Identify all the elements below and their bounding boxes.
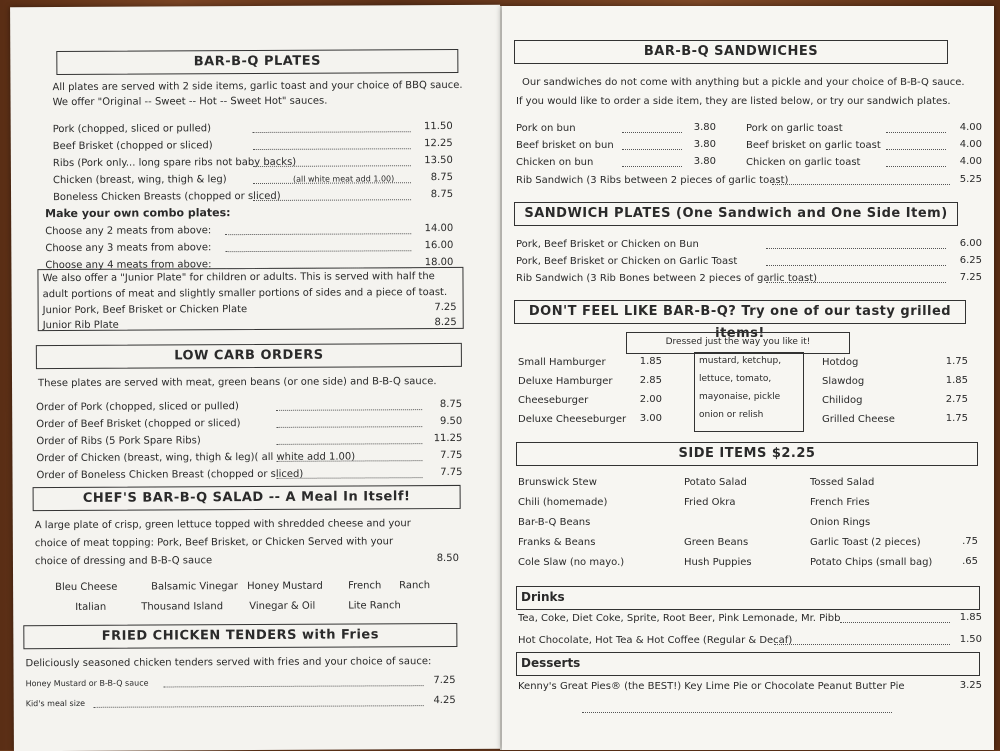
menu-item-name: Order of Chicken (breast, wing, thigh & leg)( all white add 1.00) (36, 451, 356, 465)
dressing-option: Italian (75, 601, 107, 613)
desserts-blank-line (582, 712, 892, 713)
menu-item-price: 13.50 (424, 154, 453, 167)
menu-item-price: 7.75 (440, 466, 463, 479)
side-price: .65 (962, 556, 978, 567)
side-price: .75 (962, 536, 978, 547)
dressing-option: Lite Ranch (348, 600, 401, 612)
dressing-option: Honey Mustard (247, 580, 323, 593)
menu-item-price: 7.25 (959, 272, 982, 283)
menu-item-price: 16.00 (424, 239, 454, 252)
dressing-option: French (348, 580, 382, 592)
junior-plate-item-1: Junior Pork, Beef Brisket or Chicken Plate (42, 304, 248, 317)
sandwich-item: Beef brisket on garlic toast (746, 140, 881, 151)
grilled-item: Deluxe Hamburger (518, 376, 613, 387)
junior-plate-price-1: 7.25 (434, 301, 457, 314)
sandwich-leader (886, 149, 946, 150)
junior-plate-text-1: We also offer a "Junior Plate" for children or adults. This is served with half the (42, 271, 435, 285)
sandwich-price: 4.00 (959, 139, 982, 150)
menu-left-page (10, 5, 504, 751)
menu-item-price: 6.25 (959, 255, 982, 266)
grilled-item: Deluxe Cheeseburger (518, 414, 627, 425)
menu-item-note: (all white meat add 1.00) (292, 174, 395, 184)
menu-item-name: Order of Pork (chopped, sliced or pulled) (36, 401, 239, 414)
menu-item-name: Beef Brisket (chopped or sliced) (52, 140, 213, 153)
sandwich-leader (622, 149, 682, 150)
chef-salad-header: CHEF'S BAR-B-Q SALAD -- A Meal In Itself! (33, 485, 461, 511)
bbq-plates-intro-2: We offer "Original -- Sweet -- Hot -- Sweet Hot" sauces. (52, 95, 328, 109)
menu-item-name: Ribs (Pork only... long spare ribs not baby backs) (52, 156, 297, 170)
sandwich-price: 4.00 (959, 156, 982, 167)
tenders-price-1: 7.25 (433, 674, 456, 687)
drinks-item-1: Tea, Coke, Diet Coke, Sprite, Root Beer, Pink Lemonade, Mr. Pibb (518, 613, 841, 624)
side-item: French Fries (810, 497, 870, 508)
menu-item-price: 11.25 (433, 432, 463, 445)
side-item: Cole Slaw (no mayo.) (518, 557, 625, 568)
side-item: Fried Okra (684, 497, 736, 508)
combo-plates-heading: Make your own combo plates: (45, 206, 231, 221)
menu-item-price: 14.00 (424, 222, 454, 235)
grilled-price: 1.85 (945, 375, 968, 386)
tenders-item-2: Kid's meal size (25, 698, 86, 709)
drinks-header-box (516, 586, 980, 610)
chef-salad-price: 8.50 (436, 552, 459, 565)
drinks-price-2: 1.50 (959, 634, 982, 645)
menu-right-page (502, 6, 994, 750)
drinks-header: Drinks (521, 590, 565, 604)
grilled-price: 2.85 (639, 375, 662, 386)
menu-item-name: Choose any 4 meats from above: (45, 259, 212, 272)
junior-plate-box (37, 267, 463, 331)
sandwiches-intro-1: Our sandwiches do not come with anything but a pickle and your choice of B-B-Q sauce. (522, 77, 965, 88)
side-item: Potato Chips (small bag) (810, 557, 933, 568)
menu-item-price: 6.00 (959, 238, 982, 249)
side-item: Garlic Toast (2 pieces) (810, 537, 921, 548)
menu-item-leader (253, 165, 411, 167)
menu-item-price: 12.25 (424, 137, 453, 150)
dressing-option: Bleu Cheese (55, 581, 118, 594)
grilled-item: Slawdog (822, 376, 865, 387)
menu-item-leader (277, 477, 423, 479)
desserts-header-box (516, 652, 980, 676)
menu-item-leader (253, 148, 411, 150)
menu-item-price: 8.75 (430, 188, 454, 201)
side-item: Tossed Salad (810, 477, 875, 488)
grilled-price: 3.00 (639, 413, 662, 424)
grilled-item: Cheeseburger (518, 395, 589, 406)
toppings-box (694, 352, 804, 432)
sandwich-leader (622, 166, 682, 167)
sandwich-item: Beef brisket on bun (516, 140, 614, 151)
topping-option: onion or relish (699, 410, 764, 420)
grilled-items-header: DON'T FEEL LIKE BAR-B-Q? Try one of our tasty grilled items! (514, 300, 966, 324)
bbq-plates-intro-1: All plates are served with 2 side items, garlic toast and your choice of BBQ sauce. (52, 79, 463, 94)
menu-item-name: Pork (chopped, sliced or pulled) (52, 123, 212, 136)
dressing-option: Balsamic Vinegar (151, 581, 238, 593)
menu-item-leader (276, 409, 422, 411)
bbq-sandwiches-header: BAR-B-Q SANDWICHES (514, 40, 948, 64)
bbq-plates-header: BAR-B-Q PLATES (56, 49, 458, 75)
menu-item-name: Pork, Beef Brisket or Chicken on Bun (516, 239, 699, 250)
menu-item-name: Boneless Chicken Breasts (chopped or sliced) (53, 190, 281, 204)
menu-item-leader (253, 131, 411, 133)
drinks-item-2: Hot Chocolate, Hot Tea & Hot Coffee (Regular & Decaf) (518, 635, 793, 646)
sandwich-leader (886, 132, 946, 133)
chicken-tenders-intro: Deliciously seasoned chicken tenders served with fries and your choice of sauce: (25, 656, 432, 670)
side-items-header: SIDE ITEMS $2.25 (516, 442, 978, 466)
menu-item-price: 18.00 (424, 256, 454, 269)
rib-sandwich-item: Rib Sandwich (3 Ribs between 2 pieces of garlic toast) (516, 175, 789, 186)
chef-salad-text-2: choice of meat topping: Pork, Beef Brisket, or Chicken Served with your (34, 536, 394, 550)
side-item: Hush Puppies (684, 557, 752, 568)
grilled-price: 1.85 (639, 356, 662, 367)
sandwich-price: 4.00 (959, 122, 982, 133)
menu-item-name: Pork, Beef Brisket or Chicken on Garlic Toast (516, 256, 738, 267)
menu-item-leader (225, 250, 411, 252)
topping-option: mustard, ketchup, (699, 356, 782, 366)
rib-sandwich-leader (772, 184, 950, 185)
menu-item-leader (276, 443, 422, 445)
side-item: Brunswick Stew (518, 477, 597, 488)
tenders-leader-2 (94, 705, 424, 708)
menu-item-leader (766, 265, 946, 266)
menu-item-price: 7.75 (440, 449, 463, 462)
side-item: Franks & Beans (518, 537, 596, 548)
menu-item-name: Order of Boneless Chicken Breast (chopped or sliced) (36, 468, 304, 482)
menu-item-leader (276, 426, 422, 428)
chicken-tenders-header: FRIED CHICKEN TENDERS with Fries (23, 623, 457, 649)
side-item: Green Beans (684, 537, 749, 548)
low-carb-header: LOW CARB ORDERS (36, 343, 462, 369)
side-item: Chili (homemade) (518, 497, 608, 508)
desserts-header: Desserts (521, 656, 581, 670)
sandwich-item: Pork on bun (516, 123, 576, 134)
junior-plate-price-2: 8.25 (434, 316, 457, 329)
sandwich-item: Chicken on garlic toast (746, 157, 861, 168)
sandwiches-intro-2: If you would like to order a side item, they are listed below, or try our sandwich plates. (516, 96, 951, 107)
grilled-item: Hotdog (822, 357, 859, 368)
sandwich-leader (622, 132, 682, 133)
side-item: Bar-B-Q Beans (518, 517, 591, 528)
menu-item-leader (225, 233, 411, 235)
dressing-option: Thousand Island (141, 601, 224, 613)
sandwich-item: Chicken on bun (516, 157, 594, 168)
desserts-item: Kenny's Great Pies® (the BEST!) Key Lime Pie or Chocolate Peanut Butter Pie (518, 681, 905, 692)
grilled-item: Grilled Cheese (822, 414, 895, 425)
junior-plate-text-2: adult portions of meat and slightly smaller portions of sides and a piece of toast. (42, 287, 448, 301)
sandwich-price: 3.80 (693, 139, 716, 150)
menu-item-name: Choose any 2 meats from above: (45, 225, 212, 238)
desserts-price: 3.25 (959, 680, 982, 691)
grilled-item: Small Hamburger (518, 357, 606, 368)
grilled-price: 1.75 (945, 356, 968, 367)
menu-item-name: Order of Ribs (5 Pork Spare Ribs) (36, 435, 201, 448)
menu-item-leader (766, 282, 946, 283)
side-item: Potato Salad (684, 477, 747, 488)
tenders-leader-1 (164, 685, 424, 687)
grilled-price: 2.75 (945, 394, 968, 405)
menu-item-name: Chicken (breast, wing, thigh & leg) (52, 174, 227, 187)
menu-item-name: Rib Sandwich (3 Rib Bones between 2 pieces of garlic toast) (516, 273, 818, 284)
grilled-price: 2.00 (639, 394, 662, 405)
chef-salad-text-1: A large plate of crisp, green lettuce topped with shredded cheese and your (34, 518, 411, 532)
low-carb-intro: These plates are served with meat, green beans (or one side) and B-B-Q sauce. (37, 376, 437, 390)
sandwich-plates-header: SANDWICH PLATES (One Sandwich and One Side Item) (514, 202, 958, 226)
topping-option: mayonaise, pickle (699, 392, 781, 402)
menu-item-price: 11.50 (424, 120, 453, 133)
menu-item-price: 8.75 (439, 398, 463, 411)
menu-item-leader (766, 248, 946, 249)
drinks-leader-2 (774, 644, 950, 645)
grilled-price: 1.75 (945, 413, 968, 424)
menu-item-name: Order of Beef Brisket (chopped or sliced) (36, 418, 241, 431)
menu-item-price: 9.50 (439, 415, 463, 428)
drinks-leader-1 (840, 622, 950, 623)
menu-item-price: 8.75 (430, 171, 453, 184)
sandwich-item: Pork on garlic toast (746, 123, 843, 134)
dressed-note: Dressed just the way you like it! (626, 332, 850, 354)
sandwich-price: 3.80 (693, 122, 716, 133)
menu-item-name: Choose any 3 meats from above: (45, 242, 212, 255)
tenders-price-2: 4.25 (433, 694, 456, 707)
drinks-price-1: 1.85 (959, 612, 982, 623)
sandwich-leader (886, 166, 946, 167)
side-item: Onion Rings (810, 517, 871, 528)
tenders-item-1: Honey Mustard or B-B-Q sauce (25, 678, 149, 689)
grilled-item: Chilidog (822, 395, 863, 406)
rib-sandwich-price: 5.25 (959, 174, 982, 185)
junior-plate-item-2: Junior Rib Plate (42, 319, 119, 332)
dressing-option: Ranch (399, 580, 431, 592)
menu-item-leader (253, 199, 411, 201)
topping-option: lettuce, tomato, (699, 374, 772, 384)
sandwich-price: 3.80 (693, 156, 716, 167)
dressing-option: Vinegar & Oil (249, 600, 316, 613)
chef-salad-text-3: choice of dressing and B-B-Q sauce (34, 555, 213, 568)
